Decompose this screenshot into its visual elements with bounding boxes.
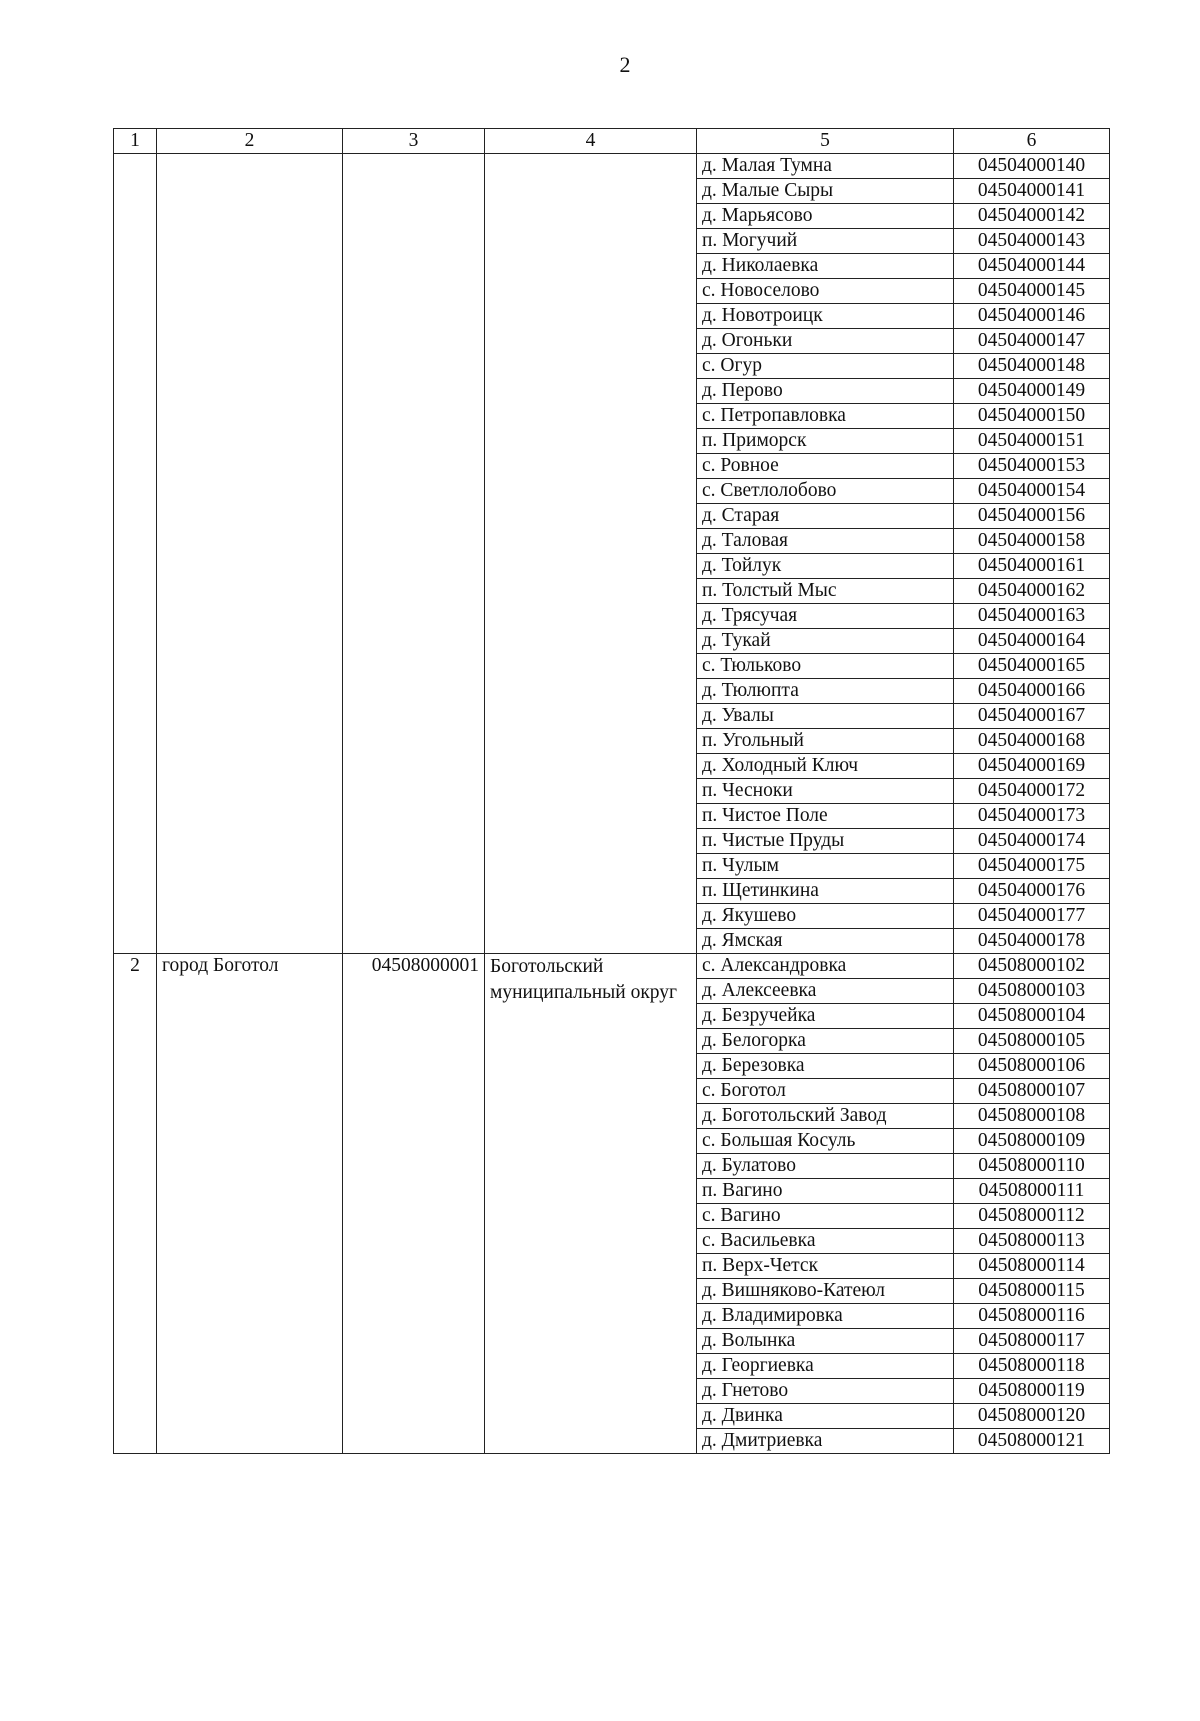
city-name: город Боготол bbox=[157, 954, 343, 1454]
settlement-name: с. Светлолобово bbox=[697, 479, 954, 504]
district-name: Боготольский муниципальный округ bbox=[485, 954, 697, 1454]
settlement-name: д. Вишняково-Катеюл bbox=[697, 1279, 954, 1304]
column-header: 2 bbox=[157, 129, 343, 154]
settlement-code: 04504000175 bbox=[954, 854, 1110, 879]
settlement-name: д. Ямская bbox=[697, 929, 954, 954]
settlement-name: д. Малая Тумна bbox=[697, 154, 954, 179]
settlement-code: 04508000104 bbox=[954, 1004, 1110, 1029]
settlement-name: с. Тюльково bbox=[697, 654, 954, 679]
settlement-name: с. Вагино bbox=[697, 1204, 954, 1229]
settlement-code: 04504000173 bbox=[954, 804, 1110, 829]
settlement-code: 04504000148 bbox=[954, 354, 1110, 379]
settlement-name: д. Увалы bbox=[697, 704, 954, 729]
settlement-name: д. Трясучая bbox=[697, 604, 954, 629]
settlement-code: 04504000145 bbox=[954, 279, 1110, 304]
settlement-code: 04504000146 bbox=[954, 304, 1110, 329]
settlement-name: д. Белогорка bbox=[697, 1029, 954, 1054]
settlement-code: 04504000142 bbox=[954, 204, 1110, 229]
column-header: 5 bbox=[697, 129, 954, 154]
settlement-name: д. Холодный Ключ bbox=[697, 754, 954, 779]
settlement-code: 04504000167 bbox=[954, 704, 1110, 729]
settlement-name: д. Двинка bbox=[697, 1404, 954, 1429]
settlement-code: 04504000177 bbox=[954, 904, 1110, 929]
settlement-code: 04504000169 bbox=[954, 754, 1110, 779]
settlement-code: 04508000117 bbox=[954, 1329, 1110, 1354]
settlement-name: д. Тойлук bbox=[697, 554, 954, 579]
settlement-name: п. Чесноки bbox=[697, 779, 954, 804]
header-row bbox=[114, 129, 1110, 154]
settlement-name: п. Толстый Мыс bbox=[697, 579, 954, 604]
settlement-name: п. Вагино bbox=[697, 1179, 954, 1204]
settlement-code: 04508000109 bbox=[954, 1129, 1110, 1154]
settlement-code: 04504000174 bbox=[954, 829, 1110, 854]
settlement-name: п. Щетинкина bbox=[697, 879, 954, 904]
settlement-name: п. Приморск bbox=[697, 429, 954, 454]
settlement-name: д. Старая bbox=[697, 504, 954, 529]
settlement-code: 04508000111 bbox=[954, 1179, 1110, 1204]
settlement-name: п. Чистое Поле bbox=[697, 804, 954, 829]
settlement-code: 04504000151 bbox=[954, 429, 1110, 454]
settlement-name: с. Боготол bbox=[697, 1079, 954, 1104]
settlement-name: д. Марьясово bbox=[697, 204, 954, 229]
settlement-name: д. Новотроицк bbox=[697, 304, 954, 329]
column-header: 4 bbox=[485, 129, 697, 154]
settlement-name: д. Дмитриевка bbox=[697, 1429, 954, 1454]
settlement-code: 04504000147 bbox=[954, 329, 1110, 354]
settlement-name: д. Тукай bbox=[697, 629, 954, 654]
settlement-code: 04508000119 bbox=[954, 1379, 1110, 1404]
settlement-code: 04508000108 bbox=[954, 1104, 1110, 1129]
column-header: 3 bbox=[343, 129, 485, 154]
settlement-name: п. Угольный bbox=[697, 729, 954, 754]
settlement-name: с. Огур bbox=[697, 354, 954, 379]
settlement-name: с. Александровка bbox=[697, 954, 954, 979]
settlement-code: 04508000116 bbox=[954, 1304, 1110, 1329]
settlement-name: д. Перово bbox=[697, 379, 954, 404]
settlement-code: 04504000143 bbox=[954, 229, 1110, 254]
settlement-code: 04504000178 bbox=[954, 929, 1110, 954]
city-code: 04508000001 bbox=[343, 954, 485, 1454]
settlement-name: п. Чулым bbox=[697, 854, 954, 879]
settlement-name: д. Булатово bbox=[697, 1154, 954, 1179]
settlement-code: 04504000172 bbox=[954, 779, 1110, 804]
settlement-code: 04504000149 bbox=[954, 379, 1110, 404]
settlement-code: 04508000110 bbox=[954, 1154, 1110, 1179]
settlement-code: 04508000113 bbox=[954, 1229, 1110, 1254]
settlement-code: 04504000153 bbox=[954, 454, 1110, 479]
row-number: 2 bbox=[114, 954, 157, 1454]
settlement-name: д. Березовка bbox=[697, 1054, 954, 1079]
settlement-code: 04504000158 bbox=[954, 529, 1110, 554]
settlement-code: 04504000150 bbox=[954, 404, 1110, 429]
settlement-name: д. Николаевка bbox=[697, 254, 954, 279]
settlement-name: д. Таловая bbox=[697, 529, 954, 554]
settlement-code: 04508000121 bbox=[954, 1429, 1110, 1454]
settlement-code: 04508000120 bbox=[954, 1404, 1110, 1429]
settlement-name: с. Новоселово bbox=[697, 279, 954, 304]
settlement-code: 04508000107 bbox=[954, 1079, 1110, 1104]
empty-cell bbox=[343, 154, 485, 954]
settlement-code: 04504000165 bbox=[954, 654, 1110, 679]
settlement-code: 04504000164 bbox=[954, 629, 1110, 654]
settlement-name: с. Васильевка bbox=[697, 1229, 954, 1254]
settlement-name: д. Алексеевка bbox=[697, 979, 954, 1004]
settlement-name: п. Могучий bbox=[697, 229, 954, 254]
settlement-name: д. Безручейка bbox=[697, 1004, 954, 1029]
settlement-code: 04504000163 bbox=[954, 604, 1110, 629]
settlements-table bbox=[113, 128, 1110, 1454]
settlement-name: д. Георгиевка bbox=[697, 1354, 954, 1379]
settlement-name: д. Тюлюпта bbox=[697, 679, 954, 704]
settlement-code: 04504000156 bbox=[954, 504, 1110, 529]
settlement-code: 04504000162 bbox=[954, 579, 1110, 604]
settlement-code: 04504000161 bbox=[954, 554, 1110, 579]
settlement-code: 04504000141 bbox=[954, 179, 1110, 204]
settlement-code: 04504000154 bbox=[954, 479, 1110, 504]
empty-cell bbox=[485, 154, 697, 954]
settlement-code: 04508000106 bbox=[954, 1054, 1110, 1079]
settlement-name: д. Якушево bbox=[697, 904, 954, 929]
settlement-code: 04508000112 bbox=[954, 1204, 1110, 1229]
settlement-name: д. Малые Сыры bbox=[697, 179, 954, 204]
empty-cell bbox=[157, 154, 343, 954]
settlement-code: 04508000103 bbox=[954, 979, 1110, 1004]
column-header: 6 bbox=[954, 129, 1110, 154]
settlement-code: 04504000176 bbox=[954, 879, 1110, 904]
settlement-name: п. Верх-Четск bbox=[697, 1254, 954, 1279]
settlement-name: д. Гнетово bbox=[697, 1379, 954, 1404]
settlement-name: д. Владимировка bbox=[697, 1304, 954, 1329]
table-row bbox=[114, 954, 1110, 979]
column-header: 1 bbox=[114, 129, 157, 154]
page-number: 2 bbox=[619, 52, 631, 77]
settlement-name: с. Ровное bbox=[697, 454, 954, 479]
settlement-name: д. Волынка bbox=[697, 1329, 954, 1354]
settlement-code: 04504000166 bbox=[954, 679, 1110, 704]
settlement-code: 04508000118 bbox=[954, 1354, 1110, 1379]
settlement-name: п. Чистые Пруды bbox=[697, 829, 954, 854]
settlement-name: д. Боготольский Завод bbox=[697, 1104, 954, 1129]
settlement-code: 04508000115 bbox=[954, 1279, 1110, 1304]
settlement-code: 04508000114 bbox=[954, 1254, 1110, 1279]
settlement-name: с. Петропавловка bbox=[697, 404, 954, 429]
settlement-name: д. Огоньки bbox=[697, 329, 954, 354]
settlement-code: 04508000102 bbox=[954, 954, 1110, 979]
settlement-name: с. Большая Косуль bbox=[697, 1129, 954, 1154]
empty-cell bbox=[114, 154, 157, 954]
settlement-code: 04504000144 bbox=[954, 254, 1110, 279]
settlement-code: 04504000140 bbox=[954, 154, 1110, 179]
settlement-code: 04504000168 bbox=[954, 729, 1110, 754]
settlement-code: 04508000105 bbox=[954, 1029, 1110, 1054]
table-row bbox=[114, 154, 1110, 179]
